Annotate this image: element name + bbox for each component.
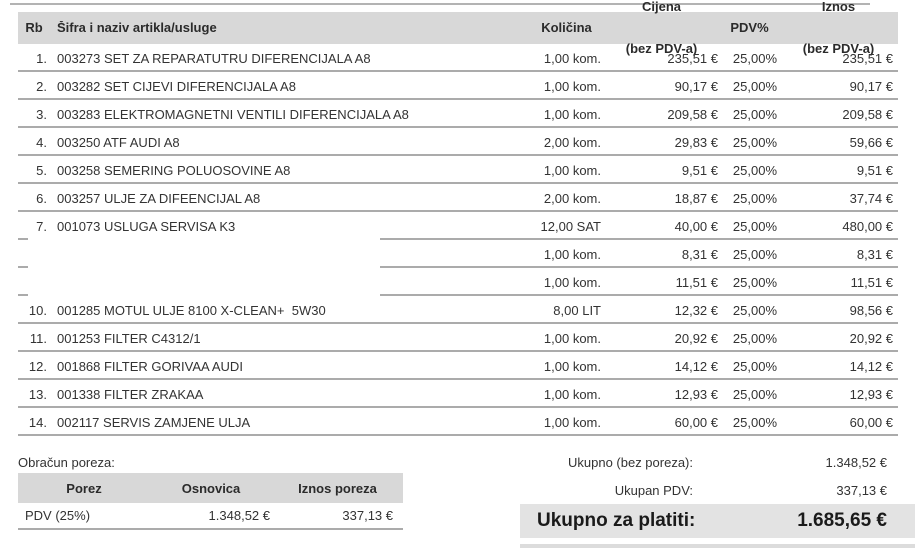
cell-price: 60,00 €	[674, 414, 718, 430]
cell-description: 001285 MOTUL ULJE 8100 X-CLEAN+ 5W30	[57, 302, 326, 318]
cell-price: 29,83 €	[674, 134, 718, 150]
tax-column-header-osnovica: Osnovica	[181, 480, 241, 496]
table-row	[18, 324, 898, 352]
cell-vat: 25,00%	[732, 414, 777, 430]
cell-price: 12,93 €	[674, 386, 718, 402]
cell-vat: 25,00%	[732, 106, 777, 122]
cell-vat: 25,00%	[732, 330, 777, 346]
table-header-row	[18, 0, 898, 56]
cell-quantity: 1,00 kom.	[543, 78, 601, 94]
tax-cell-porez: PDV (25%)	[25, 508, 91, 523]
column-header-amount-line2: (bez PDV-a)	[802, 41, 875, 56]
vat-total-value: 337,13 €	[836, 482, 887, 498]
cell-quantity: 1,00 kom.	[543, 50, 601, 66]
tax-table-header-row	[18, 473, 403, 503]
cell-rb: 13.	[28, 386, 47, 402]
column-header-rb: Rb	[25, 21, 43, 35]
cell-amount: 98,56 €	[849, 302, 893, 318]
table-row	[18, 240, 898, 268]
cell-rb: 2.	[36, 78, 47, 94]
cell-amount: 59,66 €	[849, 134, 893, 150]
cell-quantity: 1,00 kom.	[543, 106, 601, 122]
cell-price: 209,58 €	[667, 106, 718, 122]
tax-column-header-porez: Porez	[66, 480, 102, 496]
cell-vat: 25,00%	[732, 218, 777, 234]
cell-description: 003282 SET CIJEVI DIFERENCIJALA A8	[57, 78, 296, 94]
cell-price: 14,12 €	[674, 358, 718, 374]
cell-rb: 11.	[29, 330, 47, 346]
table-row	[18, 72, 898, 100]
cell-vat: 25,00%	[732, 134, 777, 150]
column-header-amount-line1: Iznos	[821, 0, 856, 14]
cell-quantity: 1,00 kom.	[543, 330, 601, 346]
cell-description: 003283 ELEKTROMAGNETNI VENTILI DIFERENCIJALA A8	[57, 106, 409, 122]
column-header-vat: PDV%	[730, 21, 769, 35]
page-top-rule	[10, 3, 870, 5]
cell-price: 12,32 €	[674, 302, 718, 318]
tax-table-row	[18, 503, 403, 530]
total-line-vat	[520, 476, 915, 504]
table-row	[18, 41, 898, 72]
table-row	[18, 380, 898, 408]
cell-amount: 11,51 €	[850, 274, 893, 290]
column-header-quantity: Količina	[541, 21, 592, 35]
cell-price: 235,51 €	[667, 50, 718, 66]
cell-vat: 25,00%	[732, 358, 777, 374]
cell-vat: 25,00%	[732, 190, 777, 206]
cell-price: 20,92 €	[674, 330, 718, 346]
cell-amount: 37,74 €	[849, 190, 893, 206]
table-row	[18, 268, 898, 296]
cell-description: 002117 SERVIS ZAMJENE ULJA	[57, 414, 251, 430]
page-bottom-rule	[520, 544, 915, 548]
cell-rb: 1.	[36, 50, 47, 66]
cell-rb: 6.	[36, 190, 47, 206]
total-line-subtotal	[520, 448, 915, 476]
cell-rb: 3.	[36, 106, 47, 122]
cell-rb: 7.	[36, 218, 47, 234]
cell-price: 8,31 €	[681, 246, 718, 262]
cell-quantity: 1,00 kom.	[543, 386, 601, 402]
column-header-price-line2: (bez PDV-a)	[625, 41, 698, 56]
cell-quantity: 1,00 kom.	[543, 358, 601, 374]
subtotal-label: Ukupno (bez poreza):	[567, 454, 693, 470]
table-body	[18, 41, 898, 436]
cell-price: 90,17 €	[674, 78, 718, 94]
table-row	[18, 408, 898, 436]
invoice-items-table	[18, 0, 898, 436]
tax-recap-label: Obračun poreza:	[18, 455, 115, 470]
cell-amount: 8,31 €	[856, 246, 893, 262]
cell-vat: 25,00%	[732, 386, 777, 402]
cell-price: 18,87 €	[674, 190, 718, 206]
cell-vat: 25,00%	[732, 302, 777, 318]
cell-vat: 25,00%	[732, 50, 777, 66]
cell-price: 11,51 €	[675, 274, 718, 290]
tax-recap-table	[18, 473, 403, 530]
table-row	[18, 128, 898, 156]
cell-quantity: 1,00 kom.	[543, 162, 601, 178]
cell-amount: 90,17 €	[849, 78, 893, 94]
cell-amount: 209,58 €	[842, 106, 893, 122]
cell-amount: 12,93 €	[849, 386, 893, 402]
cell-amount: 20,92 €	[849, 330, 893, 346]
subtotal-value: 1.348,52 €	[825, 454, 887, 470]
column-header-description: Šifra i naziv artikla/usluge	[57, 21, 217, 35]
table-row	[18, 156, 898, 184]
cell-rb: 12.	[28, 358, 47, 374]
cell-quantity: 8,00 LIT	[553, 302, 601, 318]
cell-amount: 14,12 €	[849, 358, 893, 374]
cell-vat: 25,00%	[732, 162, 777, 178]
cell-amount: 235,51 €	[842, 50, 893, 66]
cell-rb: 4.	[36, 134, 47, 150]
cell-description: 001073 USLUGA SERVISA K3	[57, 218, 236, 234]
cell-vat: 25,00%	[732, 246, 777, 262]
column-header-price-line1: Cijena	[641, 0, 681, 14]
table-row	[18, 184, 898, 212]
cell-description: 001868 FILTER GORIVAA AUDI	[57, 358, 243, 374]
cell-price: 40,00 €	[674, 218, 718, 234]
tax-cell-iznos-poreza: 337,13 €	[342, 508, 393, 523]
cell-vat: 25,00%	[732, 274, 777, 290]
cell-quantity: 1,00 kom.	[543, 246, 601, 262]
cell-description: 003250 ATF AUDI A8	[57, 134, 180, 150]
table-row	[18, 296, 898, 324]
cell-description: 003258 SEMERING POLUOSOVINE A8	[57, 162, 291, 178]
cell-vat: 25,00%	[732, 78, 777, 94]
table-row	[18, 212, 898, 240]
cell-description: 001253 FILTER C4312/1	[57, 330, 201, 346]
cell-amount: 480,00 €	[842, 218, 893, 234]
cell-quantity: 12,00 SAT	[540, 218, 601, 234]
cell-description: 003257 ULJE ZA DIFEENCIJAL A8	[57, 190, 261, 206]
cell-quantity: 1,00 kom.	[543, 274, 601, 290]
cell-rb: 10.	[28, 302, 47, 318]
grand-total-row	[520, 504, 915, 538]
cell-amount: 60,00 €	[849, 414, 893, 430]
cell-rb: 5.	[36, 162, 47, 178]
totals-section	[520, 448, 915, 538]
table-row	[18, 100, 898, 128]
tax-column-header-iznos-poreza: Iznos poreza	[298, 480, 377, 496]
cell-price: 9,51 €	[681, 162, 718, 178]
vat-total-label: Ukupan PDV:	[614, 482, 693, 498]
grand-total-label: Ukupno za platiti:	[537, 510, 696, 531]
cell-description: 001338 FILTER ZRAKAA	[57, 386, 204, 402]
table-row	[18, 352, 898, 380]
cell-quantity: 2,00 kom.	[543, 134, 601, 150]
grand-total-value: 1.685,65 €	[797, 510, 887, 531]
cell-amount: 9,51 €	[856, 162, 893, 178]
cell-quantity: 1,00 kom.	[543, 414, 601, 430]
cell-quantity: 2,00 kom.	[543, 190, 601, 206]
tax-cell-osnovica: 1.348,52 €	[208, 508, 270, 523]
cell-rb: 14.	[28, 414, 47, 430]
cell-description: 003273 SET ZA REPARATUTRU DIFERENCIJALA A8	[57, 50, 371, 66]
